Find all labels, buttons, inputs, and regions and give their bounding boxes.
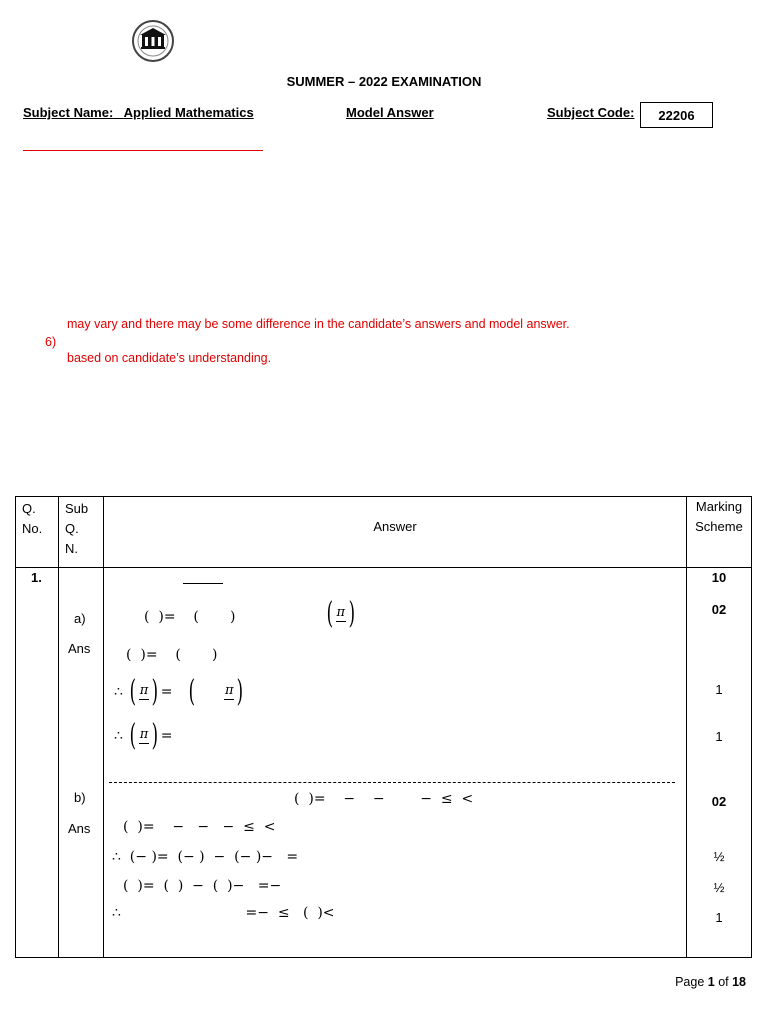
section-separator bbox=[109, 782, 675, 783]
exam-title: SUMMER – 2022 EXAMINATION bbox=[286, 74, 482, 89]
subject-name-label: Subject Name: bbox=[23, 105, 114, 120]
header-divider bbox=[16, 567, 751, 568]
q1a-function: ( )= ( ) bbox=[144, 609, 236, 625]
page-number: Page 1 of 18 bbox=[675, 975, 746, 989]
header-qno: Q. No. bbox=[22, 501, 43, 536]
q1b-ans-line2: ∴ (− )= (− ) − (− )− = bbox=[112, 849, 299, 865]
q1a-label: a) bbox=[74, 611, 86, 626]
q1a-step2-marks: 1 bbox=[715, 729, 723, 744]
q1a-step1-marks: 1 bbox=[715, 682, 723, 697]
header-answer: Answer bbox=[373, 519, 417, 534]
subject-name-line bbox=[23, 105, 254, 120]
note-number: 6) bbox=[45, 335, 57, 349]
q1-total-marks: 10 bbox=[711, 570, 727, 585]
q1b-marks: 02 bbox=[711, 794, 727, 809]
q1a-pi-argument: ( π ) bbox=[326, 596, 355, 631]
answer-table bbox=[15, 496, 752, 958]
col-divider bbox=[58, 497, 59, 957]
note-line-2: based on candidate’s understanding. bbox=[67, 351, 272, 365]
q1b-function: ( )= − − − ≤ < bbox=[294, 791, 474, 807]
q1b-ans-line4: ∴ =− ≤ ( )< bbox=[112, 905, 335, 921]
note-line-1: may vary and there may be some difference in the candidate’s answers and model answer. bbox=[67, 317, 570, 331]
q1b-ans-line1: ( )= − − − ≤ < bbox=[123, 819, 276, 835]
q1a-ans-line1: ( )= ( ) bbox=[126, 647, 218, 663]
institution-logo bbox=[128, 18, 178, 64]
header-marking: Marking Scheme bbox=[695, 499, 743, 534]
q1b-label: b) bbox=[74, 790, 86, 805]
q1b-step1-marks: ½ bbox=[713, 849, 725, 864]
q1a-ans-line2: ∴ ( π ) = ( π ) bbox=[114, 674, 244, 709]
q1a-marks: 02 bbox=[711, 602, 727, 617]
model-answer-label: Model Answer bbox=[346, 105, 434, 120]
q1b-ans-line3: ( )= ( ) − ( )− =− bbox=[123, 878, 282, 894]
q1a-ans-line3: ∴ ( π ) = bbox=[114, 718, 173, 753]
q1b-step3-marks: 1 bbox=[715, 910, 723, 925]
q1-number: 1. bbox=[31, 570, 42, 585]
q1a-ans-label: Ans bbox=[68, 641, 91, 656]
col-divider bbox=[103, 497, 104, 957]
subject-name: Applied Mathematics bbox=[123, 105, 254, 120]
q1b-ans-label: Ans bbox=[68, 821, 91, 836]
subject-code-label: Subject Code: bbox=[547, 105, 635, 120]
header-subq: Sub Q. N. bbox=[65, 501, 89, 556]
red-underline bbox=[23, 150, 263, 151]
q1b-step2-marks: ½ bbox=[713, 880, 725, 895]
instruction-underline bbox=[183, 583, 223, 584]
subject-code-box: 22206 bbox=[640, 102, 713, 128]
